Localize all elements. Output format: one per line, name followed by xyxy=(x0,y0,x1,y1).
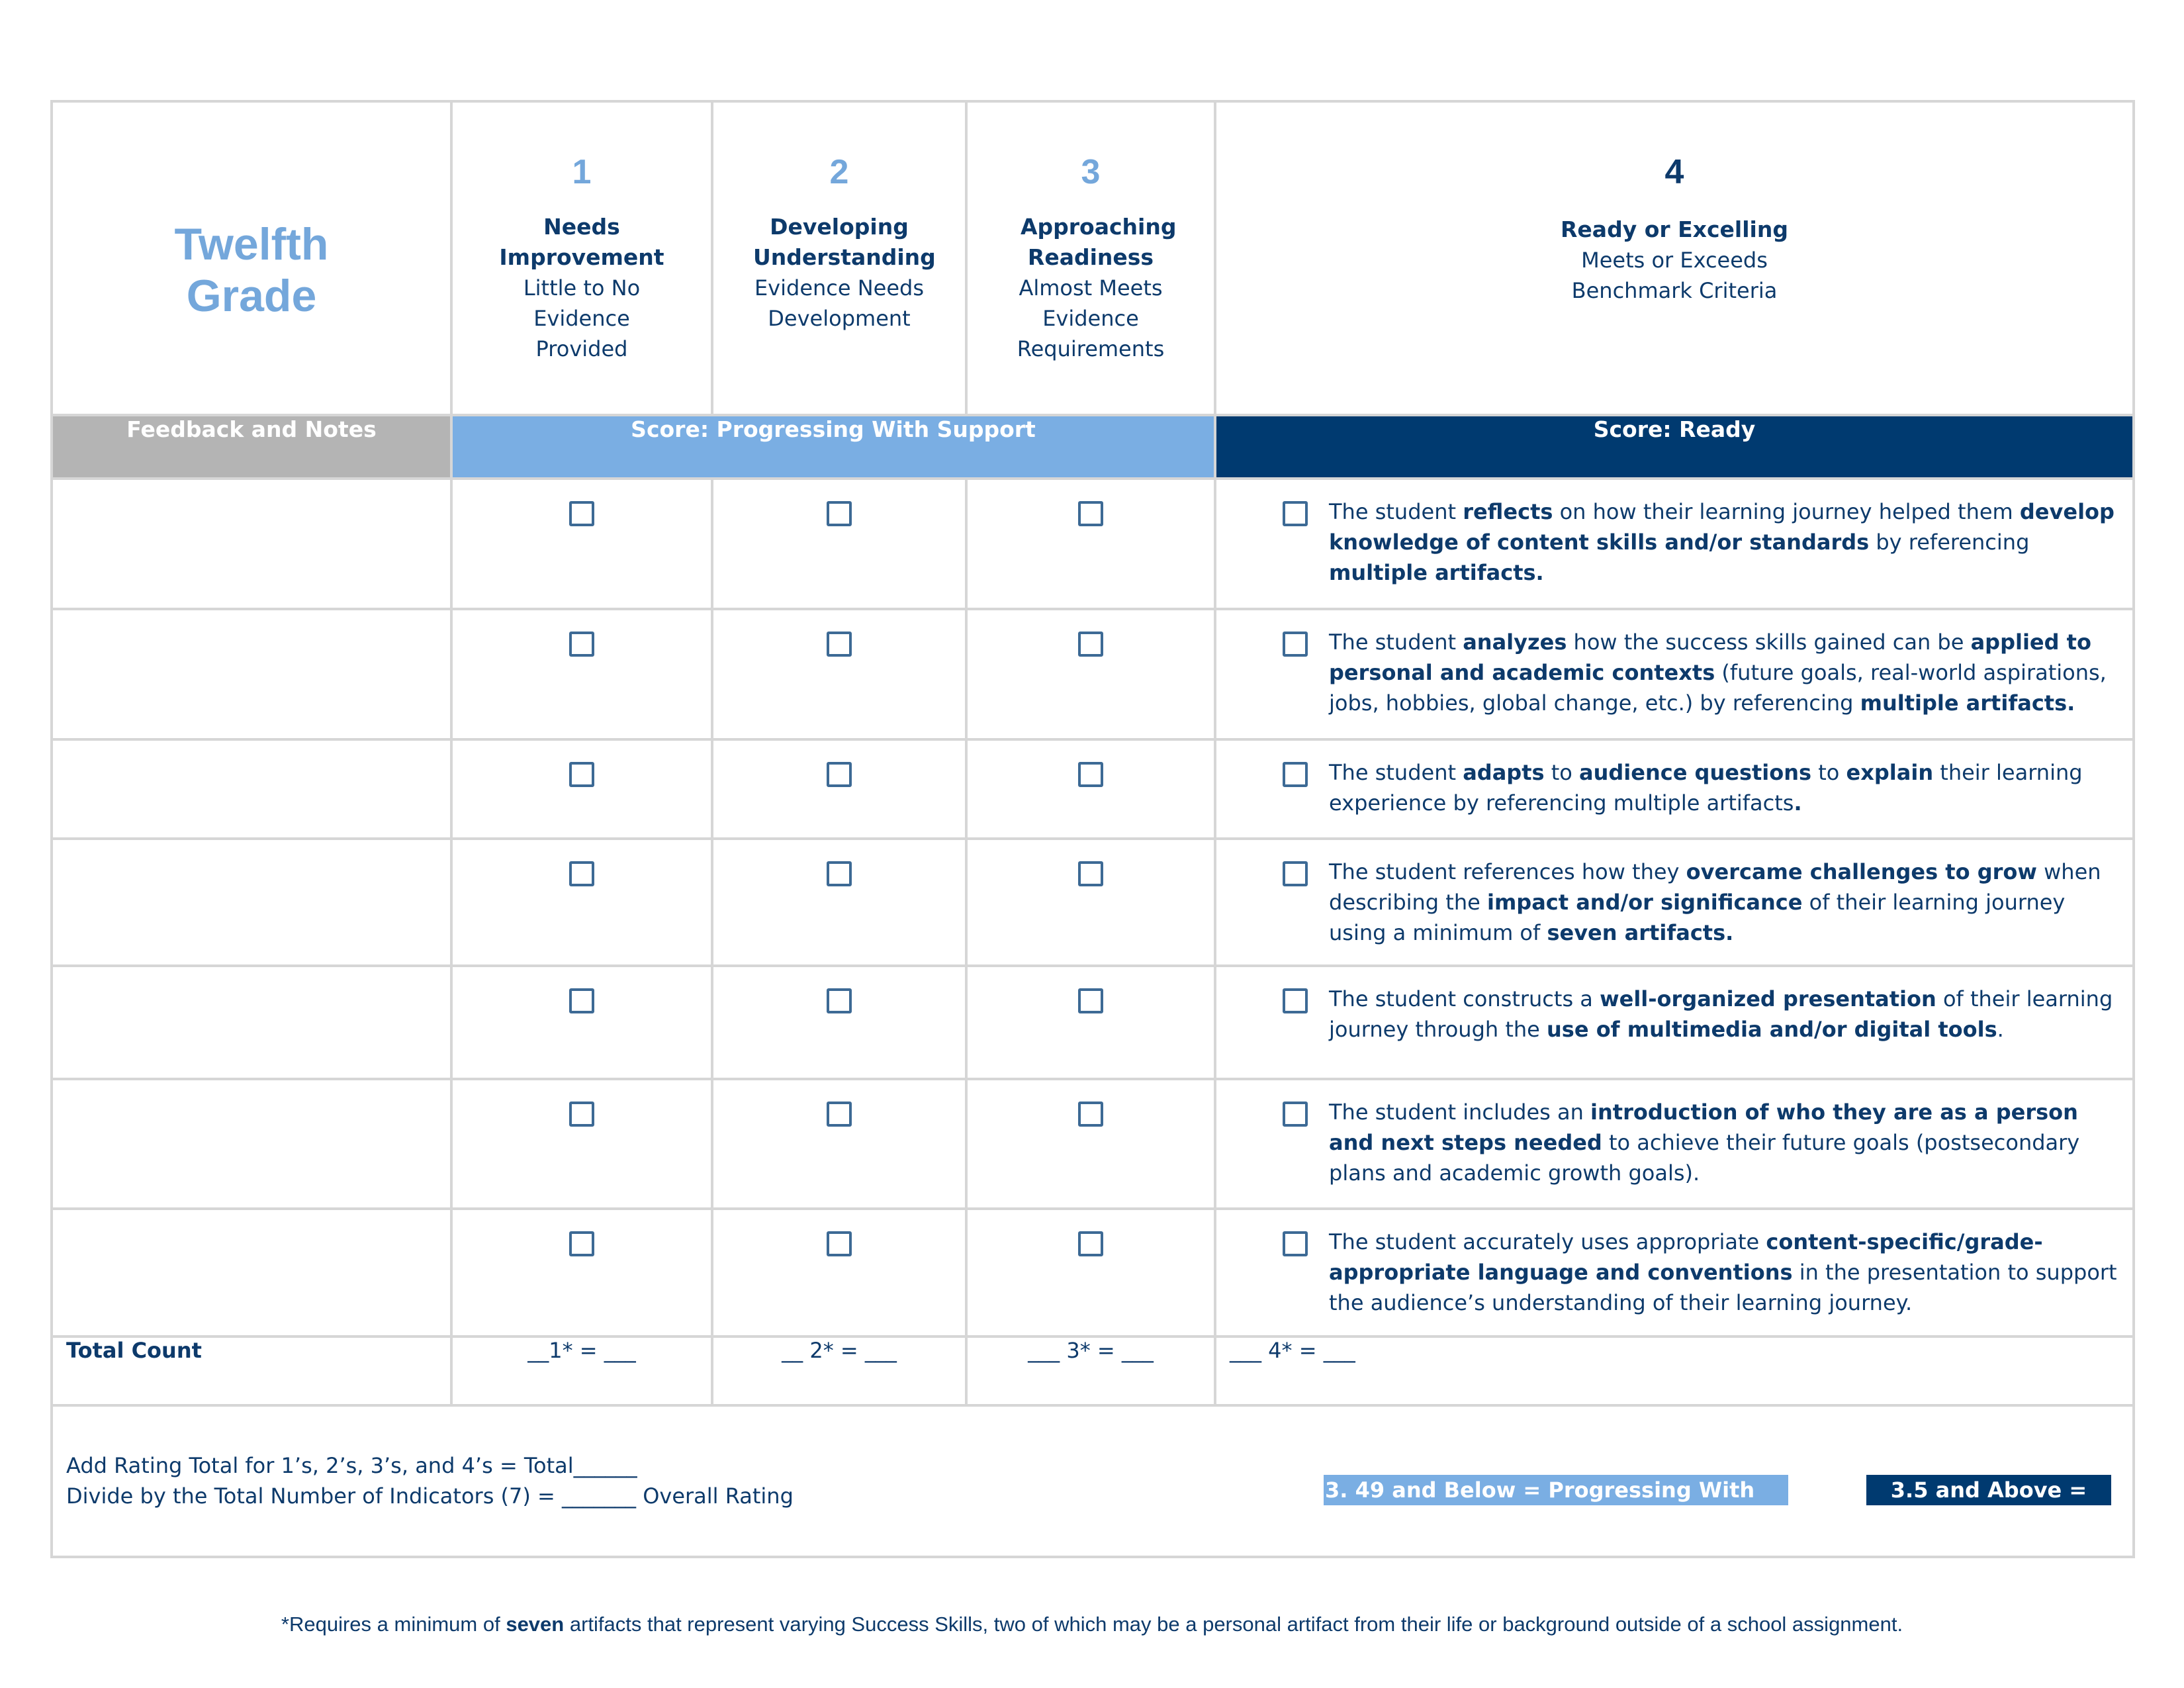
criterion-segment: (future goals, real-world aspirations, jobs, hobbies, global change, etc.) by referencing xyxy=(1329,660,2107,716)
criterion-text xyxy=(1329,857,2119,948)
criterion-emphasis: audience questions xyxy=(1579,760,1812,785)
level-number: 1 xyxy=(572,153,592,191)
criterion-emphasis: content-specific/grade-appropriate language and conventions xyxy=(1329,1229,2043,1285)
criterion-segment: when describing the xyxy=(1329,859,2101,915)
criterion-segment: The student xyxy=(1329,630,1463,655)
summary-cell xyxy=(52,1405,2134,1557)
criterion-row xyxy=(52,839,2134,966)
overall-rating-line[interactable]: Divide by the Total Number of Indicators (7) = _______ Overall Rating xyxy=(66,1483,794,1509)
level-number: 2 xyxy=(829,153,849,191)
feedback-notes-cell[interactable] xyxy=(52,609,451,739)
level-1-checkbox[interactable] xyxy=(569,1102,594,1127)
level-3-checkbox[interactable] xyxy=(1078,1231,1103,1256)
criterion-row xyxy=(52,609,2134,739)
level-1-checkbox[interactable] xyxy=(569,632,594,657)
grade-title: Twelfth Grade xyxy=(174,219,329,321)
level-description: Meets or Exceeds Benchmark Criteria xyxy=(1571,248,1778,303)
criterion-text xyxy=(1329,1227,2119,1318)
criterion-emphasis: multiple artifacts. xyxy=(1860,690,2075,716)
level-2-checkbox[interactable] xyxy=(827,1102,852,1127)
criterion-segment: of their learning journey through the xyxy=(1329,986,2113,1042)
criterion-row xyxy=(52,479,2134,609)
criterion-segment: to achieve their future goals (postsecondary plans and academic growth goals). xyxy=(1329,1130,2080,1186)
score-progressing-header: Score: Progressing With Support xyxy=(451,415,1215,479)
header-row xyxy=(52,101,2134,415)
feedback-notes-cell[interactable] xyxy=(52,966,451,1079)
criterion-emphasis: applied to personal and academic contexts xyxy=(1329,630,2091,685)
criterion-segment: The student xyxy=(1329,499,1463,524)
legend-ready: 3.5 and Above = Ready xyxy=(1866,1475,2111,1505)
criterion-emphasis: overcame challenges to grow xyxy=(1686,859,2037,884)
level-name: Approaching Readiness xyxy=(1021,214,1177,270)
level-4-header xyxy=(1215,101,2134,415)
level-3-checkbox[interactable] xyxy=(1078,501,1103,526)
feedback-notes-cell[interactable] xyxy=(52,1209,451,1336)
level-2-checkbox[interactable] xyxy=(827,988,852,1013)
criterion-emphasis: reflects xyxy=(1463,499,1553,524)
level-description: Almost Meets Evidence Requirements xyxy=(1017,275,1165,361)
footnote xyxy=(0,1613,2184,1636)
criterion-emphasis: adapts xyxy=(1463,760,1545,785)
footnote-bold: seven xyxy=(506,1613,565,1636)
level-4-checkbox[interactable] xyxy=(1283,1102,1308,1127)
criterion-segment: The student constructs a xyxy=(1329,986,1600,1011)
criterion-text xyxy=(1329,984,2119,1045)
criterion-segment: of their learning journey using a minimum of xyxy=(1329,890,2066,945)
level-3-checkbox[interactable] xyxy=(1078,861,1103,886)
criterion-emphasis: multiple artifacts. xyxy=(1329,560,1544,585)
level-2-checkbox[interactable] xyxy=(827,1231,852,1256)
criterion-segment: The student includes an xyxy=(1329,1100,1591,1125)
rating-total-line[interactable]: Add Rating Total for 1’s, 2’s, 3’s, and 4’s = Total______ xyxy=(66,1453,637,1478)
level-2-checkbox[interactable] xyxy=(827,632,852,657)
total-level-2-field[interactable]: __ 2* = ___ xyxy=(712,1336,966,1405)
level-name: Developing Understanding xyxy=(753,214,936,270)
grade-cell xyxy=(52,101,451,415)
criterion-segment: . xyxy=(1997,1017,2004,1042)
criterion-segment: on how their learning journey helped them xyxy=(1553,499,2020,524)
feedback-notes-cell[interactable] xyxy=(52,479,451,609)
criterion-emphasis: introduction of who they are as a person and next steps needed xyxy=(1329,1100,2078,1155)
criterion-row xyxy=(52,966,2134,1079)
legend-progressing: 3. 49 and Below = Progressing With Support xyxy=(1324,1475,1788,1505)
criterion-emphasis: . xyxy=(1794,790,1802,816)
level-1-header xyxy=(451,101,712,415)
criterion-row xyxy=(52,739,2134,839)
level-number: 4 xyxy=(1664,153,1684,191)
score-ready-header: Score: Ready xyxy=(1215,415,2134,479)
footnote-before: *Requires a minimum of xyxy=(281,1613,506,1636)
level-3-checkbox[interactable] xyxy=(1078,762,1103,787)
total-level-1-field[interactable]: __1* = ___ xyxy=(451,1336,712,1405)
criterion-segment: The student references how they xyxy=(1329,859,1686,884)
level-description: Little to No Evidence Provided xyxy=(523,275,641,361)
criterion-segment: by referencing xyxy=(1869,530,2030,555)
criterion-segment: their learning experience by referencing multiple artifacts xyxy=(1329,760,2083,816)
level-2-checkbox[interactable] xyxy=(827,762,852,787)
level-4-checkbox[interactable] xyxy=(1283,762,1308,787)
criterion-emphasis: impact and/or significance xyxy=(1486,890,1803,915)
level-description: Evidence Needs Development xyxy=(754,275,925,331)
criterion-text xyxy=(1329,1097,2119,1188)
criterion-emphasis: analyzes xyxy=(1463,630,1567,655)
criterion-segment: The student xyxy=(1329,760,1463,785)
criterion-text xyxy=(1329,757,2119,818)
criterion-row xyxy=(52,1079,2134,1209)
summary-row xyxy=(52,1405,2134,1557)
score-band-row xyxy=(52,415,2134,479)
feedback-notes-cell[interactable] xyxy=(52,839,451,966)
rubric-table xyxy=(50,100,2135,1558)
criterion-segment: to xyxy=(1811,760,1846,785)
level-1-checkbox[interactable] xyxy=(569,501,594,526)
feedback-notes-cell[interactable] xyxy=(52,739,451,839)
total-level-3-field[interactable]: ___ 3* = ___ xyxy=(966,1336,1215,1405)
criterion-segment: to xyxy=(1544,760,1579,785)
level-4-checkbox[interactable] xyxy=(1283,861,1308,886)
criterion-emphasis: use of multimedia and/or digital tools xyxy=(1547,1017,1997,1042)
criterion-emphasis: seven artifacts. xyxy=(1547,920,1734,945)
total-count-row xyxy=(52,1336,2134,1405)
level-4-checkbox[interactable] xyxy=(1283,1231,1308,1256)
feedback-notes-header: Feedback and Notes xyxy=(52,415,451,479)
level-3-checkbox[interactable] xyxy=(1078,1102,1103,1127)
level-3-checkbox[interactable] xyxy=(1078,988,1103,1013)
criterion-row xyxy=(52,1209,2134,1336)
level-1-checkbox[interactable] xyxy=(569,988,594,1013)
level-3-checkbox[interactable] xyxy=(1078,632,1103,657)
level-number: 3 xyxy=(1081,153,1101,191)
level-2-checkbox[interactable] xyxy=(827,501,852,526)
total-level-4-field[interactable]: ___ 4* = ___ xyxy=(1215,1336,2134,1405)
level-3-header xyxy=(966,101,1215,415)
criterion-segment: in the presentation to support the audience’s understanding of their learning journey. xyxy=(1329,1260,2117,1315)
level-1-checkbox[interactable] xyxy=(569,1231,594,1256)
criterion-segment: The student accurately uses appropriate xyxy=(1329,1229,1766,1254)
criterion-emphasis: explain xyxy=(1846,760,1934,785)
criterion-emphasis: develop knowledge of content skills and/or standards xyxy=(1329,499,2115,555)
level-4-checkbox[interactable] xyxy=(1283,632,1308,657)
level-name: Ready or Excelling xyxy=(1561,216,1788,242)
level-2-checkbox[interactable] xyxy=(827,861,852,886)
level-4-checkbox[interactable] xyxy=(1283,988,1308,1013)
level-name: Needs Improvement xyxy=(499,214,664,270)
feedback-notes-cell[interactable] xyxy=(52,1079,451,1209)
summary-instructions xyxy=(66,1450,794,1511)
level-2-header xyxy=(712,101,966,415)
level-1-checkbox[interactable] xyxy=(569,762,594,787)
footnote-after: artifacts that represent varying Success Skills, two of which may be a personal artifact from their life or background outside of a school assignment. xyxy=(564,1613,1903,1636)
level-4-checkbox[interactable] xyxy=(1283,501,1308,526)
criterion-text xyxy=(1329,496,2119,588)
criterion-segment: how the success skills gained can be xyxy=(1567,630,1971,655)
criterion-emphasis: well-organized presentation xyxy=(1600,986,1936,1011)
criterion-text xyxy=(1329,627,2119,718)
total-count-label: Total Count xyxy=(52,1336,451,1405)
level-1-checkbox[interactable] xyxy=(569,861,594,886)
